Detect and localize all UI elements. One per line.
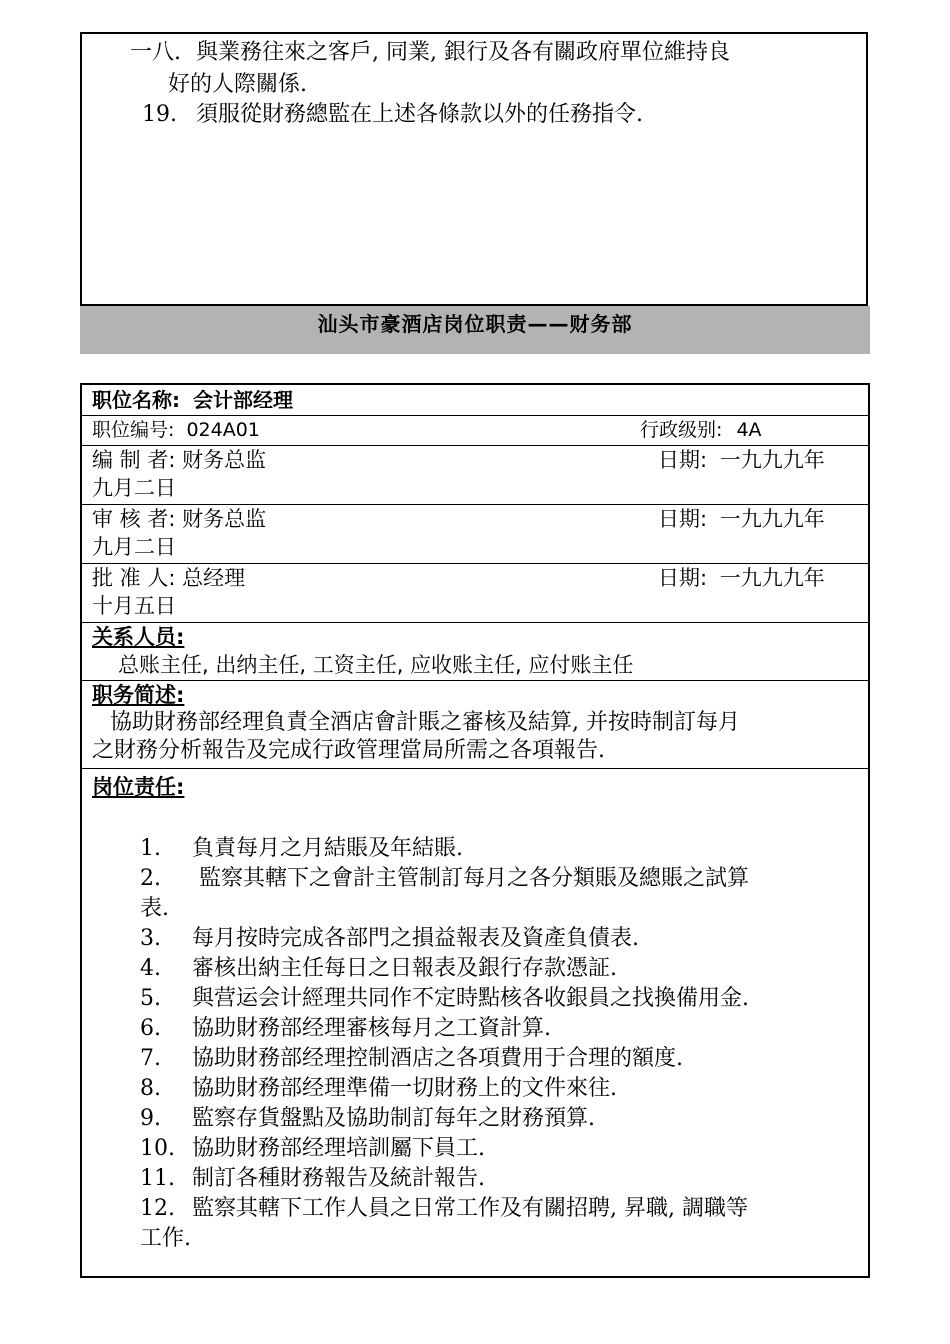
admin-level-value: 4A	[736, 419, 762, 441]
approved-date-label: 日期:	[658, 566, 708, 590]
summary-line-2: 之財務分析報告及完成行政管理當局所需之各項報告.	[92, 738, 605, 763]
duty-item: 1. 負責每月之月結賬及年結賬.	[140, 836, 463, 861]
item-19-line	[142, 100, 643, 130]
relations-value: 总账主任, 出纳主任, 工资主任, 应收账主任, 应付账主任	[118, 653, 634, 677]
item-18-number: 一八.	[130, 40, 181, 65]
position-code-value: 024A01	[186, 419, 260, 441]
summary-row	[81, 681, 869, 769]
duty-item: 6. 協助財務部经理審核每月之工資計算.	[140, 1016, 551, 1041]
duty-item: 3. 每月按時完成各部門之損益報表及資產負債表.	[140, 926, 639, 951]
section-banner-title: 汕头市豪酒店岗位职责——财务部	[80, 306, 870, 354]
reviewed-date-year: 一九九九年	[719, 507, 825, 531]
summary-label: 职务简述:	[92, 683, 185, 707]
admin-level-label: 行政级别:	[640, 419, 723, 441]
job-description-table	[80, 383, 870, 1278]
position-code-row	[81, 416, 869, 446]
duties-label: 岗位责任:	[92, 775, 185, 799]
approved-by-row	[81, 564, 869, 623]
item-19-number: 19.	[142, 102, 177, 127]
approved-date-day: 十月五日	[92, 594, 176, 618]
duty-item: 5. 與营运会计經理共同作不定時點核各收銀員之找換備用金.	[140, 986, 749, 1011]
position-code-label: 职位编号:	[92, 419, 175, 441]
approved-date-year: 一九九九年	[719, 566, 825, 590]
duty-item-continuation: 工作.	[140, 1226, 191, 1251]
prepared-by-label: 编 制 者:	[92, 448, 176, 472]
reviewed-by-value: 财务总监	[182, 507, 267, 531]
relations-row	[81, 623, 869, 681]
admin-level	[640, 416, 762, 444]
relations-label: 关系人员:	[92, 625, 185, 649]
duty-item: 2. 監察其轄下之會計主管制訂每月之各分類賬及總賬之試算	[140, 866, 749, 891]
item-18-line2: 好的人際關係.	[168, 72, 307, 97]
duty-item-continuation: 表.	[140, 896, 169, 921]
summary-line-1: 協助財務部经理負責全酒店會計賬之審核及結算, 并按時制訂每月	[110, 710, 740, 735]
item-18-line1	[130, 38, 730, 68]
duty-item: 8. 協助財務部经理準備一切財務上的文件來往.	[140, 1076, 617, 1101]
prepared-date-label: 日期:	[658, 448, 708, 472]
approved-by-value: 总经理	[182, 566, 246, 590]
item-19-text: 須服從財務總監在上述各條款以外的任務指令.	[196, 102, 643, 127]
duty-item: 10. 協助財務部经理培訓屬下員工.	[140, 1136, 485, 1161]
prepared-date-day: 九月二日	[92, 476, 176, 500]
position-name-row	[81, 384, 869, 416]
duty-item: 12. 監察其轄下工作人員之日常工作及有關招聘, 昇職, 調職等	[140, 1196, 748, 1221]
approved-by-label: 批 准 人:	[92, 566, 176, 590]
prepared-by-row	[81, 446, 869, 505]
prepared-date-year: 一九九九年	[719, 448, 825, 472]
position-name-label: 职位名称:	[92, 388, 180, 412]
duties-row	[81, 769, 869, 1277]
reviewed-by-row	[81, 505, 869, 564]
duty-item: 7. 協助財務部经理控制酒店之各項費用于合理的額度.	[140, 1046, 683, 1071]
item-18-text: 與業務往來之客戶, 同業, 銀行及各有關政府單位維持良	[196, 40, 730, 65]
duty-item: 11. 制訂各種財務報告及統計報告.	[140, 1166, 485, 1191]
prepared-by-value: 财务总监	[182, 448, 267, 472]
position-name-value: 会计部经理	[192, 388, 293, 412]
reviewed-date-label: 日期:	[658, 507, 708, 531]
duty-item: 9. 監察存貨盤點及協助制訂每年之財務預算.	[140, 1106, 595, 1131]
reviewed-date-day: 九月二日	[92, 535, 176, 559]
continued-duties-box	[80, 32, 868, 306]
duty-item: 4. 審核出納主任每日之日報表及銀行存款憑証.	[140, 956, 617, 981]
reviewed-by-label: 审 核 者:	[92, 507, 176, 531]
